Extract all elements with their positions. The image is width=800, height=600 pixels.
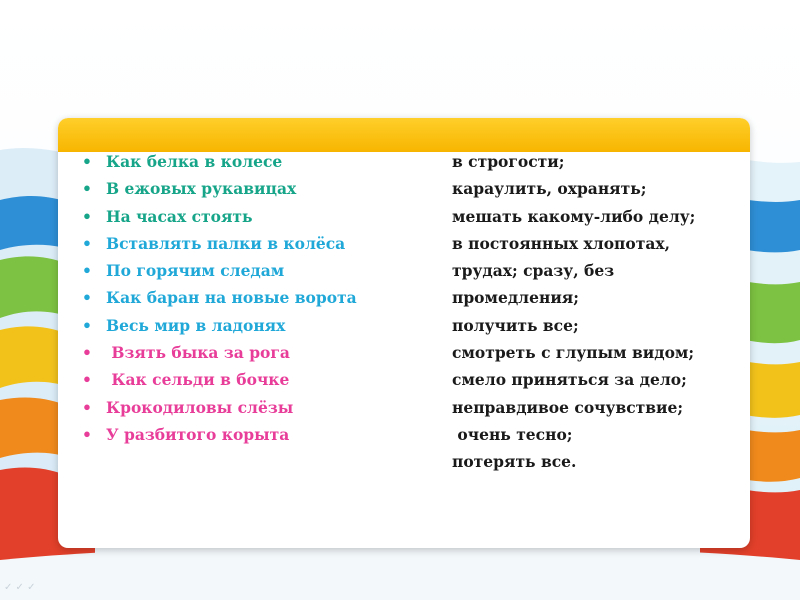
idiom-text: Взять быка за рога	[106, 343, 290, 363]
meaning-item: очень тесно;	[452, 424, 573, 444]
idiom-text: Крокодиловы слёзы	[106, 397, 294, 417]
bullet-icon: •	[82, 206, 92, 226]
bullet-icon: •	[82, 233, 92, 253]
idiom-item	[80, 257, 357, 284]
meaning-item: смело приняться за дело;	[452, 370, 687, 390]
idiom-text: Как сельди в бочке	[106, 370, 290, 390]
idiom-text: По горячим следам	[106, 261, 285, 281]
idiom-item	[80, 148, 357, 175]
idiom-item	[80, 339, 357, 366]
idiom-text: В ежовых рукавицах	[106, 179, 297, 199]
idiom-item	[80, 394, 357, 421]
footer-mark: ✓ ✓ ✓	[4, 582, 36, 593]
idiom-item	[80, 421, 357, 448]
meaning-item: потерять все.	[452, 452, 577, 472]
idiom-text: На часах стоять	[106, 206, 253, 226]
meaning-item: неправдивое сочувствие;	[452, 397, 684, 417]
idiom-text: Как баран на новые ворота	[106, 288, 357, 308]
idiom-item	[80, 284, 357, 311]
meanings-list	[452, 148, 695, 476]
bullet-icon: •	[82, 288, 92, 308]
bullet-icon: •	[82, 370, 92, 390]
meaning-item: в постоянных хлопотах,	[452, 233, 671, 253]
idiom-item	[80, 366, 357, 393]
bullet-icon: •	[82, 152, 92, 171]
bullet-icon: •	[82, 424, 92, 444]
bullet-icon: •	[82, 315, 92, 335]
meaning-item: мешать какому-либо делу;	[452, 206, 696, 226]
meaning-item: трудах; сразу, без	[452, 261, 615, 281]
card-header-band	[58, 118, 750, 152]
meaning-item: караулить, охранять;	[452, 179, 647, 199]
idiom-item	[80, 175, 357, 202]
idiom-text: У разбитого корыта	[106, 424, 290, 444]
bullet-icon: •	[82, 397, 92, 417]
idiom-text: Как белка в колесе	[106, 152, 283, 171]
meaning-item: в строгости;	[452, 152, 565, 171]
idiom-text: Весь мир в ладонях	[106, 315, 286, 335]
idiom-item	[80, 230, 357, 257]
bullet-icon: •	[82, 343, 92, 363]
meaning-item: получить все;	[452, 315, 579, 335]
idiom-item	[80, 312, 357, 339]
meaning-item: промедления;	[452, 288, 579, 308]
meaning-item: смотреть с глупым видом;	[452, 343, 695, 363]
bullet-icon: •	[82, 261, 92, 281]
idioms-list	[80, 148, 357, 448]
idiom-item	[80, 203, 357, 230]
idiom-text: Вставлять палки в колёса	[106, 233, 346, 253]
bullet-icon: •	[82, 179, 92, 199]
